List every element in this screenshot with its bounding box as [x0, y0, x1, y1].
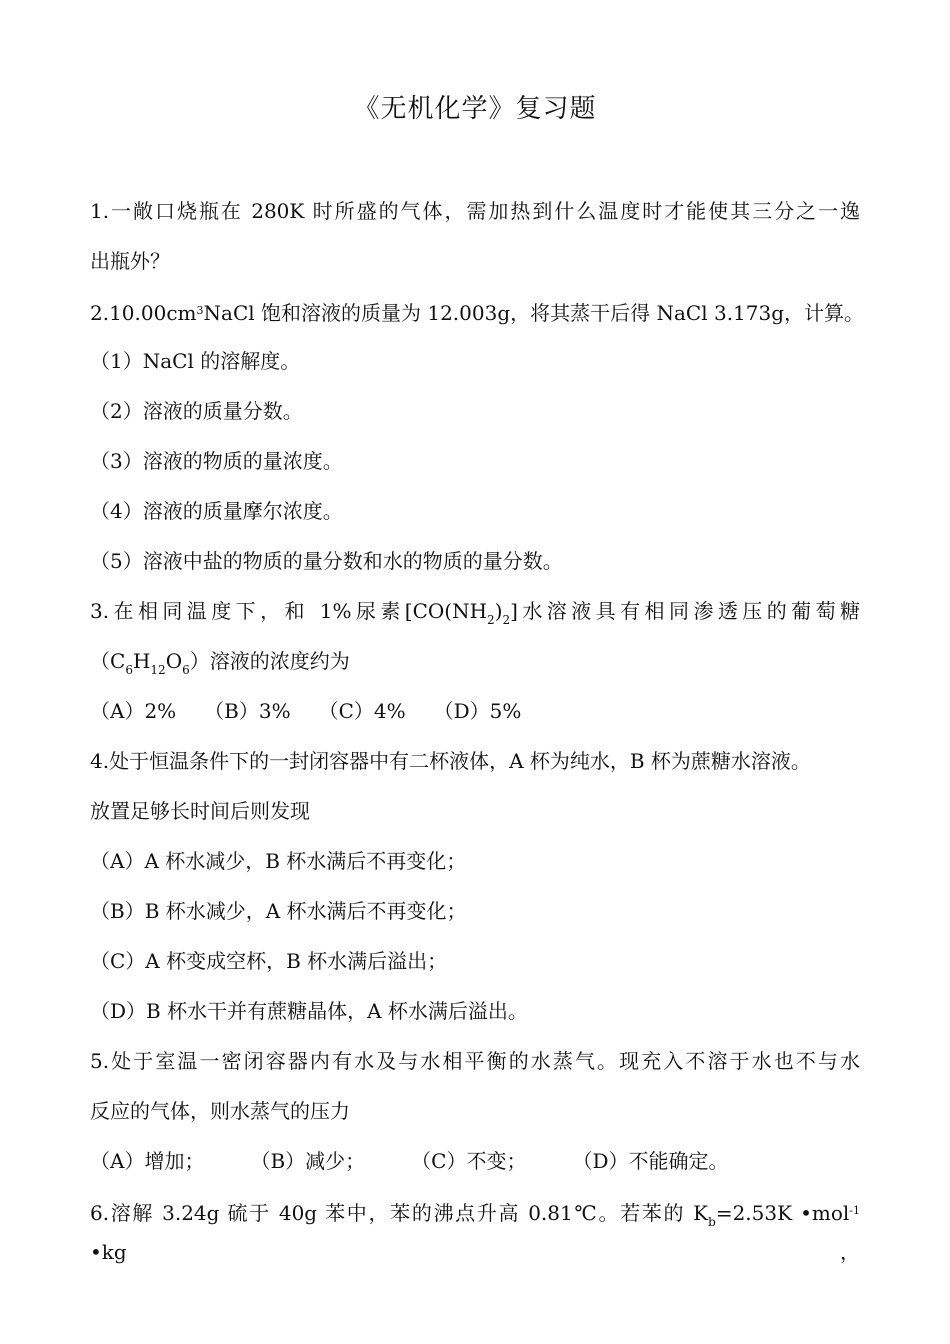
option-d: （D）5% [433, 699, 522, 723]
question-2-item: （2）溶液的质量分数。 [90, 399, 303, 423]
subscript: 6 [125, 663, 133, 677]
option-d: （D）不能确定。 [572, 1149, 729, 1173]
question-6-text-b: =2.53K •mol [715, 1201, 850, 1225]
question-6-text-a: 6.溶解 3.24g 硫于 40g 苯中，苯的沸点升高 0.81℃。若苯的 K [90, 1201, 709, 1225]
formula-part: H [132, 649, 151, 673]
question-1-line-2: 出瓶外？ [90, 249, 170, 273]
option-b: （B）减少； [250, 1149, 366, 1173]
formula-part: O [165, 649, 183, 673]
formula-part: （C [90, 649, 126, 673]
subscript: 12 [150, 663, 166, 677]
question-3-text-a: 3.在相同温度下，和 1%尿素[CO(NH [90, 599, 488, 623]
subscript: 2 [502, 613, 511, 627]
question-4-line-2: 放置足够长时间后则发现 [90, 799, 310, 823]
option-a: （A）增加； [90, 1149, 205, 1173]
question-1-line-1: 1.一敞口烧瓶在 280K 时所盛的气体，需加热到什么温度时才能使其三分之一逸 [90, 199, 860, 223]
question-2-prefix: 2.10.00cm [90, 301, 197, 325]
question-2-item: （3）溶液的物质的量浓度。 [90, 449, 343, 473]
question-4-option: （D）B 杯水干并有蔗糖晶体，A 杯水满后溢出。 [90, 999, 528, 1023]
question-6-text-c: •kg， [90, 1240, 860, 1264]
subscript: b [708, 1215, 716, 1229]
question-2-item: （5）溶液中盐的物质的量分数和水的物质的量分数。 [90, 549, 563, 573]
question-2-stem [90, 296, 865, 328]
question-2-item: （4）溶液的质量摩尔浓度。 [90, 499, 343, 523]
cubic-superscript: 3 [196, 304, 204, 317]
question-6-line-1 [90, 1196, 860, 1267]
question-2-item: （1）NaCl 的溶解度。 [90, 349, 301, 373]
option-c: （C）不变； [411, 1149, 527, 1173]
question-3-line-1 [90, 596, 860, 635]
question-4-line-1: 4.处于恒温条件下的一封闭容器中有二杯液体，A 杯为纯水，B 杯为蔗糖水溶液。 [90, 749, 811, 773]
question-3-text-b: ) [494, 599, 503, 623]
question-5-line-2: 反应的气体，则水蒸气的压力 [90, 1099, 350, 1123]
question-3-line-2 [90, 646, 860, 685]
question-3-options [90, 696, 860, 726]
question-3-text-c: ]水溶液具有相同渗透压的葡萄糖 [510, 599, 860, 623]
question-5-options [90, 1146, 860, 1176]
page-title: 《无机化学》复习题 [353, 94, 597, 124]
subscript: 6 [182, 663, 190, 677]
option-b: （B）3% [204, 699, 291, 723]
superscript: -1 [849, 1204, 860, 1217]
question-4-option: （B）B 杯水减少，A 杯水满后不再变化； [90, 899, 467, 923]
option-a: （A）2% [90, 699, 177, 723]
question-4-option: （C）A 杯变成空杯，B 杯水满后溢出； [90, 949, 448, 973]
question-4-option: （A）A 杯水减少，B 杯水满后不再变化； [90, 849, 467, 873]
option-c: （C）4% [318, 699, 406, 723]
question-5-line-1: 5.处于室温一密闭容器内有水及与水相平衡的水蒸气。现充入不溶于水也不与水 [90, 1049, 860, 1073]
question-2-rest: NaCl 饱和溶液的质量为 12.003g，将其蒸干后得 NaCl 3.173g，计算。 [203, 301, 865, 325]
subscript: 2 [487, 613, 495, 627]
question-3-text-d: ）溶液的浓度约为 [189, 649, 350, 673]
